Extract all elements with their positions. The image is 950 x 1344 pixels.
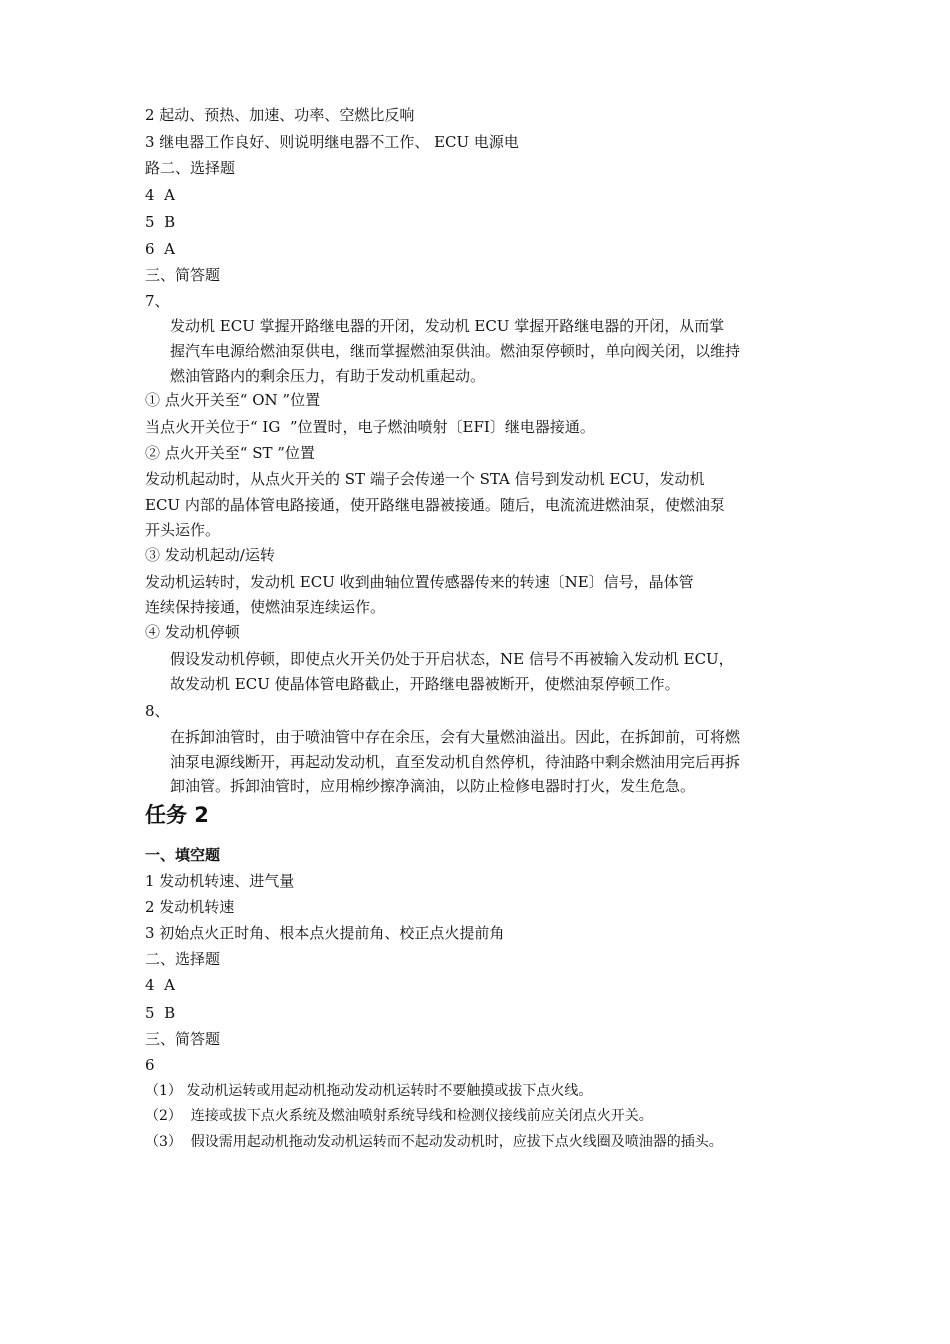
task-2-title: 任务 2	[145, 803, 209, 827]
question-number: 6	[145, 1056, 155, 1074]
list-item: （1） 发动机运转或用起动机拖动发动机运转时不要触摸或拔下点火线。	[145, 1083, 593, 1099]
paragraph-line: 开头运作。	[145, 521, 221, 539]
answer-line: 2 起动、预热、加速、功率、空燃比反响	[145, 106, 415, 124]
paragraph-line: 在拆卸油管时，由于喷油管中存在余压，会有大量燃油溢出。因此，在拆卸前，可将燃	[170, 728, 741, 746]
answer-line: 路二、选择题	[145, 159, 236, 177]
answer-line: 3 继电器工作良好、则说明继电器不工作、 ECU 电源电	[145, 133, 519, 151]
paragraph-line: 当点火开关位于“ IG ”位置时，电子燃油喷射〔EFI〕继电器接通。	[145, 418, 595, 436]
paragraph-line: 握汽车电源给燃油泵供电，继而掌握燃油泵供油。燃油泵停顿时，单向阀关闭，以维持	[170, 342, 741, 360]
numbered-step: ④ 发动机停顿	[145, 623, 240, 641]
paragraph-line: 连续保持接通，使燃油泵连续运作。	[145, 598, 386, 616]
paragraph-line: 假设发动机停顿，即使点火开关仍处于开启状态，NE 信号不再被输入发动机 ECU，	[170, 650, 734, 668]
numbered-step: ③ 发动机起动/运转	[145, 546, 275, 564]
answer-line: 4 A	[145, 976, 175, 994]
numbered-step: ② 点火开关至“ ST ”位置	[145, 444, 315, 462]
section-heading: 一、填空题	[145, 846, 221, 864]
question-number: 8、	[145, 702, 170, 720]
answer-line: 4 A	[145, 186, 175, 204]
section-heading: 三、简答题	[145, 266, 221, 284]
paragraph-line: ECU 内部的晶体管电路接通，使开路继电器被接通。随后，电流流进燃油泵，使燃油泵	[145, 496, 725, 514]
answer-line: 5 B	[145, 213, 176, 231]
answer-line: 1 发动机转速、进气量	[145, 872, 295, 890]
paragraph-line: 卸油管。拆卸油管时，应用棉纱擦净滴油，以防止检修电器时打火，发生危急。	[170, 777, 696, 795]
paragraph-line: 发动机运转时，发动机 ECU 收到曲轴位置传感器传来的转速〔NE〕信号，晶体管	[145, 573, 694, 591]
list-item: （3） 假设需用起动机拖动发动机运转而不起动发动机时，应拔下点火线圈及喷油器的插头。	[145, 1134, 723, 1150]
paragraph-line: 燃油管路内的剩余压力，有助于发动机重起动。	[170, 367, 486, 385]
answer-line: 6 A	[145, 240, 175, 258]
numbered-step: ① 点火开关至“ ON ”位置	[145, 391, 321, 409]
paragraph-line: 油泵电源线断开，再起动发动机，直至发动机自然停机，待油路中剩余燃油用完后再拆	[170, 753, 741, 771]
section-heading: 二、选择题	[145, 950, 221, 968]
list-item: （2） 连接或拔下点火系统及燃油喷射系统导线和检测仪接线前应关闭点火开关。	[145, 1108, 653, 1124]
paragraph-line: 发动机起动时，从点火开关的 ST 端子会传递一个 STA 信号到发动机 ECU，发动机	[145, 470, 705, 488]
question-number: 7、	[145, 292, 170, 310]
paragraph-line: 发动机 ECU 掌握开路继电器的开闭，发动机 ECU 掌握开路继电器的开闭，从而掌	[170, 317, 725, 335]
section-heading: 三、简答题	[145, 1030, 221, 1048]
paragraph-line: 故发动机 ECU 使晶体管电路截止，开路继电器被断开，使燃油泵停顿工作。	[170, 675, 680, 693]
answer-line: 5 B	[145, 1004, 176, 1022]
answer-line: 2 发动机转速	[145, 898, 235, 916]
answer-line: 3 初始点火正时角、根本点火提前角、校正点火提前角	[145, 924, 505, 942]
